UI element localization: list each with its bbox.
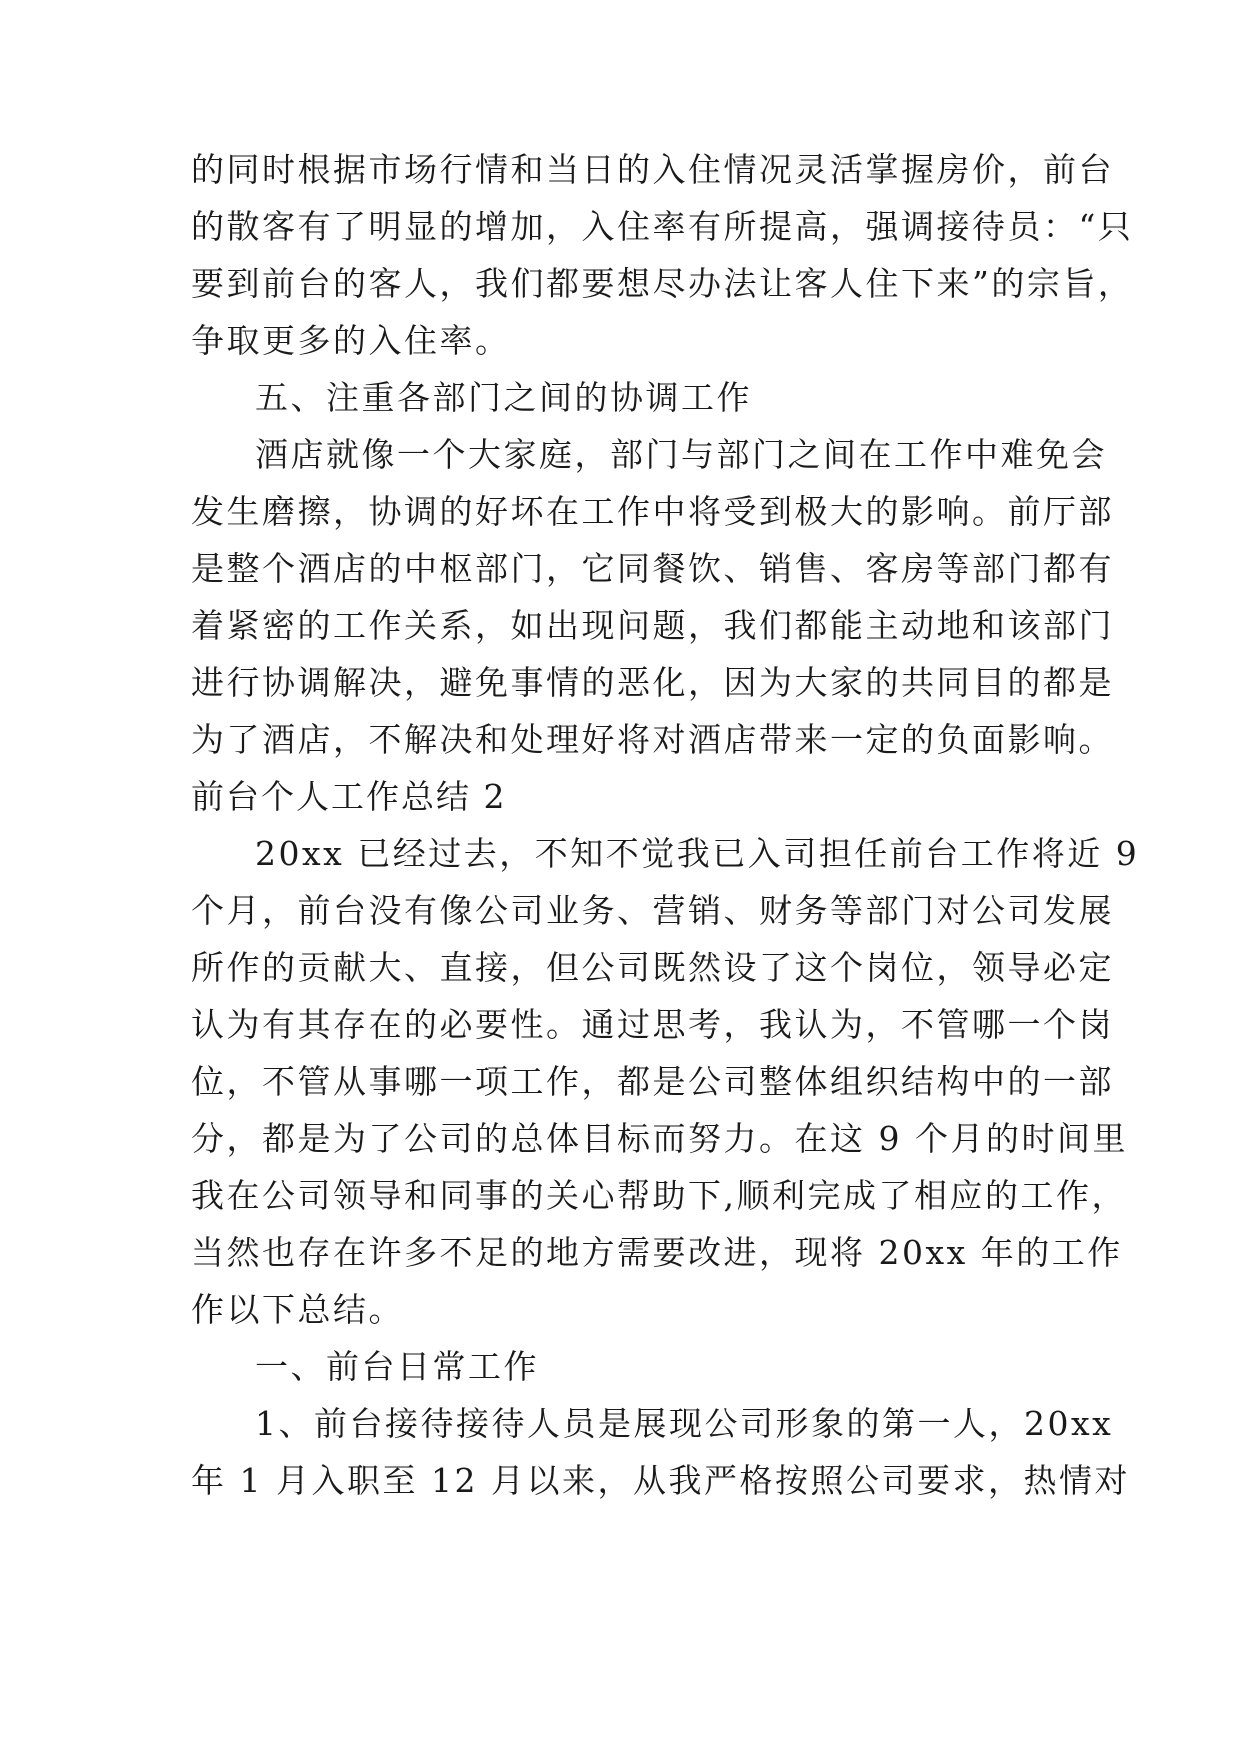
document-title: 前台个人工作总结 2 bbox=[191, 777, 507, 816]
section-heading: 五、注重各部门之间的协调工作 bbox=[255, 378, 752, 417]
text-line: 我在公司领导和同事的关心帮助下,顺利完成了相应的工作， bbox=[191, 1176, 1127, 1215]
text-line: 进行协调解决，避免事情的恶化，因为大家的共同目的都是 bbox=[191, 663, 1114, 702]
text-line: 的散客有了明显的增加，入住率有所提高，强调接待员：“只 bbox=[191, 207, 1134, 246]
text-line: 作以下总结。 bbox=[191, 1290, 404, 1329]
text-line: 分，都是为了公司的总体目标而努力。在这 9 个月的时间里 bbox=[191, 1119, 1128, 1158]
text-line: 所作的贡献大、直接，但公司既然设了这个岗位，领导必定 bbox=[191, 948, 1114, 987]
paragraph-start: 酒店就像一个大家庭，部门与部门之间在工作中难免会 bbox=[255, 435, 1107, 474]
text-line: 位，不管从事哪一项工作，都是公司整体组织结构中的一部 bbox=[191, 1062, 1114, 1101]
text-line: 发生磨擦，协调的好坏在工作中将受到极大的影响。前厅部 bbox=[191, 492, 1114, 531]
text-line: 是整个酒店的中枢部门，它同餐饮、销售、客房等部门都有 bbox=[191, 549, 1114, 588]
paragraph-start: 20xx 已经过去，不知不觉我已入司担任前台工作将近 9 bbox=[255, 834, 1140, 873]
text-line: 个月，前台没有像公司业务、营销、财务等部门对公司发展 bbox=[191, 891, 1114, 930]
text-line: 年 1 月入职至 12 月以来，从我严格按照公司要求，热情对 bbox=[191, 1461, 1130, 1500]
text-line: 要到前台的客人，我们都要想尽办法让客人住下来”的宗旨， bbox=[191, 264, 1134, 303]
section-heading: 一、前台日常工作 bbox=[255, 1347, 539, 1386]
text-line: 认为有其存在的必要性。通过思考，我认为，不管哪一个岗 bbox=[191, 1005, 1114, 1044]
paragraph-start: 1、前台接待接待人员是展现公司形象的第一人，20xx bbox=[255, 1404, 1114, 1443]
text-line: 为了酒店，不解决和处理好将对酒店带来一定的负面影响。 bbox=[191, 720, 1114, 759]
text-line: 争取更多的入住率。 bbox=[191, 321, 511, 360]
text-line: 当然也存在许多不足的地方需要改进，现将 20xx 年的工作 bbox=[191, 1233, 1123, 1272]
text-line: 着紧密的工作关系，如出现问题，我们都能主动地和该部门 bbox=[191, 606, 1114, 645]
text-line: 的同时根据市场行情和当日的入住情况灵活掌握房价，前台 bbox=[191, 150, 1114, 189]
